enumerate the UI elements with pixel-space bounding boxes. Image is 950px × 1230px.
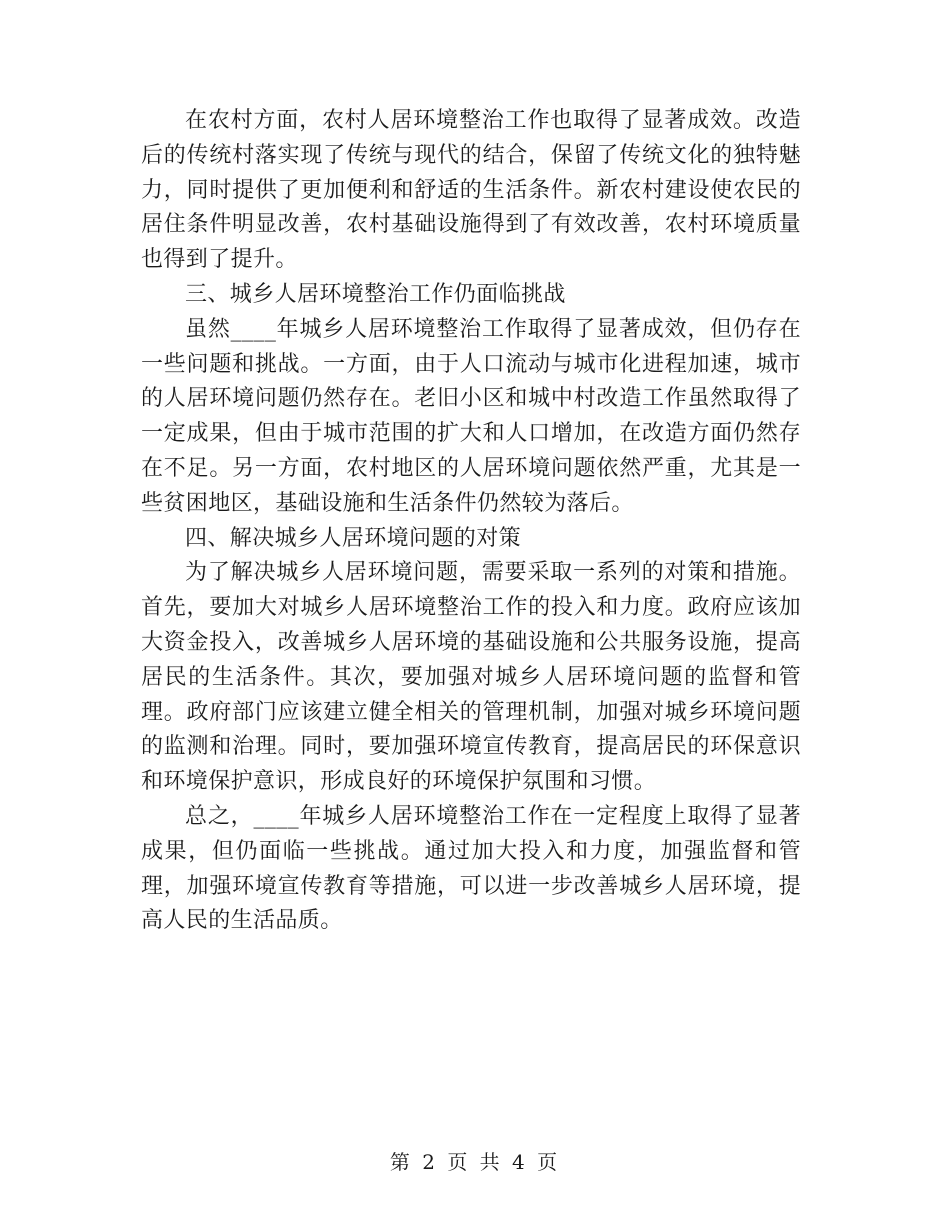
paragraph-countermeasures: 为了解决城乡人居环境问题，需要采取一系列的对策和措施。首先，要加大对城乡人居环境整治工作的投入和力度。政府应该加大资金投入，改善城乡人居环境的基础设施和公共服务设施，提高居民的生活条件。其次，要加强对城乡人居环境问题的监督和管理。政府部门应该建立健全相关的管理机制，加强对城乡环境问题的监测和治理。同时，要加强环境宣传教育，提高居民的环保意识和环境保护意识，形成良好的环境保护氛围和习惯。: [141, 560, 801, 795]
paragraph-rural-progress: 在农村方面，农村人居环境整治工作也取得了显著成效。改造后的传统村落实现了传统与现代的结合，保留了传统文化的独特魅力，同时提供了更加便利和舒适的生活条件。新农村建设使农民的居住条件明显改善，农村基础设施得到了有效改善，农村环境质量也得到了提升。: [141, 108, 801, 273]
page-number-footer: 第 2 页 共 4 页: [389, 1150, 561, 1174]
section-heading-challenges: 三、城乡人居环境整治工作仍面临挑战: [185, 281, 566, 307]
paragraph-conclusion: 总之，____年城乡人居环境整治工作在一定程度上取得了显著成果，但仍面临一些挑战。通过加大投入和力度，加强监督和管理，加强环境宣传教育等措施，可以进一步改善城乡人居环境，提高人民的生活品质。: [141, 803, 801, 934]
document-body: [141, 104, 801, 939]
section-heading-countermeasures: 四、解决城乡人居环境问题的对策: [185, 525, 522, 551]
paragraph-challenges: 虽然____年城乡人居环境整治工作取得了显著成效，但仍存在一些问题和挑战。一方面，由于人口流动与城市化进程加速，城市的人居环境问题仍然存在。老旧小区和城中村改造工作虽然取得了一定成果，但由于城市范围的扩大和人口增加，在改造方面仍然存在不足。另一方面，农村地区的人居环境问题依然严重，尤其是一些贫困地区，基础设施和生活条件仍然较为落后。: [141, 316, 801, 516]
